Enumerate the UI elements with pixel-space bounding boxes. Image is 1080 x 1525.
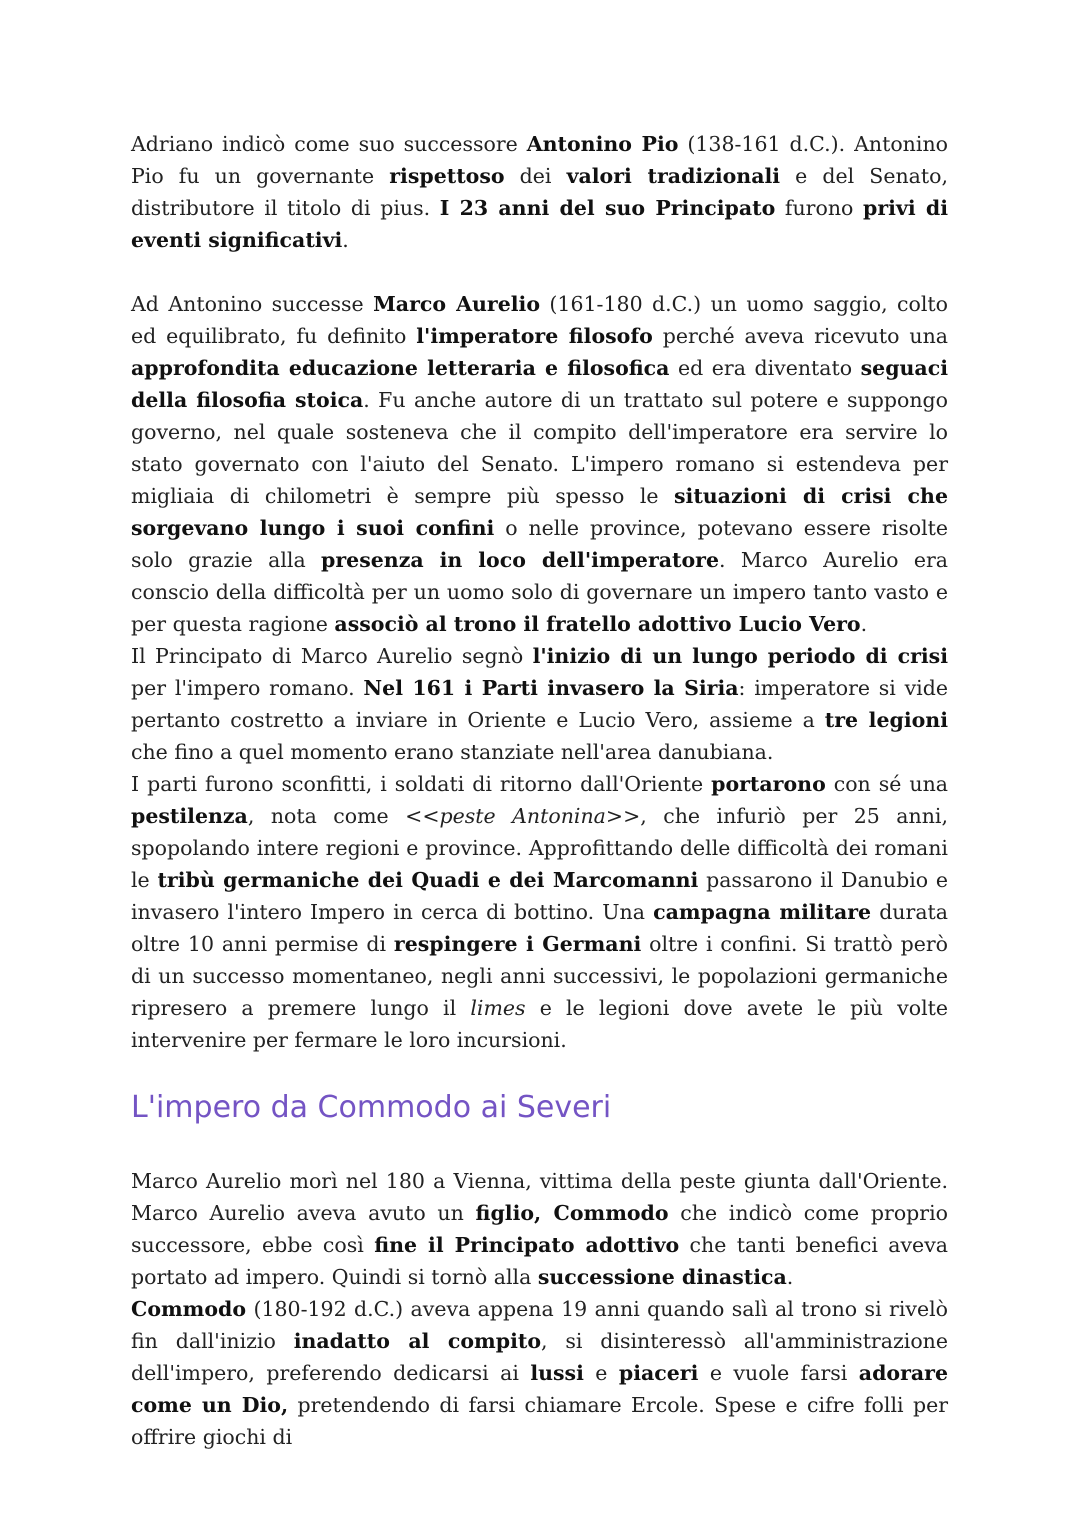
- text-run: e del Senato, distributore il titolo di pius.: [131, 164, 948, 220]
- bold-text: situazioni di crisi che sorgevano lungo i suoi confini: [131, 484, 948, 540]
- bold-text: Commodo: [131, 1297, 247, 1321]
- text-run: ed era diventato: [669, 356, 861, 380]
- bold-text: rispettoso: [389, 164, 505, 188]
- text-run: dei: [504, 164, 567, 188]
- text-run: Adriano indicò come suo successore: [131, 132, 527, 156]
- text-run: : imperatore si vide pertanto costretto a inviare in Oriente e Lucio Vero, assieme a: [131, 676, 948, 732]
- bold-text: tribù germaniche dei Quadi e dei Marcomanni: [157, 868, 699, 892]
- text-run: , si disinteressò all'amministrazione dell'impero, preferendo dedicarsi ai: [131, 1329, 948, 1385]
- text-run: che tanti benefici aveva portato ad impero. Quindi si tornò alla: [131, 1233, 948, 1289]
- text-run: per l'impero romano.: [131, 676, 364, 700]
- text-run: (161-180 d.C.) un uomo saggio, colto ed equilibrato, fu definito: [131, 292, 948, 348]
- text-run: .: [786, 1265, 794, 1289]
- bold-text: Marco Aurelio: [373, 292, 540, 316]
- bold-text: lussi: [530, 1361, 584, 1385]
- text-run: perché aveva ricevuto una: [652, 324, 948, 348]
- text-run: durata oltre 10 anni permise di: [131, 900, 948, 956]
- text-run: . Fu anche autore di un trattato sul potere e suppongo governo, nel quale sosteneva che il compito dell'imperatore era servire lo stato governato con l'aiuto del Senato. L'impero romano si estendeva per migliaia di chilometri è sempre più spesso le: [131, 388, 948, 508]
- text-run: e: [583, 1361, 619, 1385]
- paragraph-principato-crisi: [131, 640, 948, 768]
- paragraph-peste-antonina: [131, 768, 948, 1056]
- text-run: , nota come <<: [247, 804, 440, 828]
- paragraph-marco-aurelio: [131, 288, 948, 640]
- text-run: e vuole farsi: [698, 1361, 859, 1385]
- text-run: Marco Aurelio morì nel 180 a Vienna, vittima della peste giunta dall'Oriente. Marco Aurelio aveva avuto un: [131, 1169, 948, 1225]
- bold-text: successione dinastica: [537, 1265, 787, 1289]
- text-run: e le legioni dove avete le più volte intervenire per fermare le loro incursioni.: [131, 996, 949, 1052]
- text-run: (180-192 d.C.) aveva appena 19 anni quando salì al trono si rivelò fin dall'inizio: [131, 1297, 948, 1353]
- bold-text: respingere i Germani: [393, 932, 642, 956]
- bold-text: Nel 161 i Parti invasero la Siria: [363, 676, 739, 700]
- bold-text: presenza in loco dell'imperatore: [321, 548, 720, 572]
- text-run: (138-161 d.C.). Antonino Pio fu un governante: [131, 132, 948, 188]
- text-run: Il Principato di Marco Aurelio segnò: [131, 644, 533, 668]
- italic-text: limes: [470, 996, 526, 1020]
- bold-text: fine il Principato adottivo: [374, 1233, 680, 1257]
- bold-text: seguaci della filosofia stoica: [131, 356, 948, 412]
- text-run: con sé una: [825, 772, 948, 796]
- document-page: [131, 128, 948, 1453]
- bold-text: inadatto al compito: [293, 1329, 542, 1353]
- bold-text: l'inizio di un lungo periodo di crisi: [532, 644, 948, 668]
- bold-text: portarono: [711, 772, 826, 796]
- bold-text: l'imperatore filosofo: [416, 324, 653, 348]
- text-run: passarono il Danubio e invasero l'intero Impero in cerca di bottino. Una: [131, 868, 948, 924]
- text-run: che indicò come proprio successore, ebbe così: [131, 1201, 948, 1257]
- text-run: >>, che infuriò per 25 anni, spopolando intere regioni e province. Approfittando delle difficoltà dei romani le: [131, 804, 949, 892]
- bold-text: pestilenza: [131, 804, 248, 828]
- bold-text: Antonino Pio: [526, 132, 679, 156]
- text-run: oltre i confini. Si trattò però di un successo momentaneo, negli anni successivi, le popolazioni germaniche ripresero a premere lungo il: [131, 932, 948, 1020]
- paragraph-gap: [131, 256, 948, 288]
- bold-text: associò al trono il fratello adottivo Lucio Vero: [334, 612, 861, 636]
- bold-text: valori tradizionali: [566, 164, 781, 188]
- bold-text: I 23 anni del suo Principato: [439, 196, 776, 220]
- paragraph-morte-marco-aurelio: [131, 1165, 948, 1293]
- text-run: che fino a quel momento erano stanziate nell'area danubiana.: [131, 740, 774, 764]
- text-run: .: [860, 612, 868, 636]
- bold-text: figlio, Commodo: [475, 1201, 669, 1225]
- bold-text: tre legioni: [824, 708, 948, 732]
- bold-text: adorare come un Dio,: [131, 1361, 948, 1417]
- text-run: pretendendo di farsi chiamare Ercole. Spese e cifre folli per offrire giochi di: [131, 1393, 948, 1449]
- bold-text: campagna militare: [653, 900, 872, 924]
- paragraph-commodo: [131, 1293, 948, 1453]
- section-heading: L'impero da Commodo ai Severi: [131, 1090, 612, 1125]
- italic-text: peste Antonina: [439, 804, 606, 828]
- text-run: I parti furono sconfitti, i soldati di ritorno dall'Oriente: [131, 772, 712, 796]
- paragraph-antonino-pio: [131, 128, 948, 256]
- text-run: .: [342, 228, 349, 252]
- bold-text: approfondita educazione letteraria e filosofica: [131, 356, 670, 380]
- text-run: furono: [775, 196, 864, 220]
- text-run: o nelle province, potevano essere risolte solo grazie alla: [131, 516, 948, 572]
- bold-text: privi di eventi significativi: [131, 196, 949, 252]
- text-run: Ad Antonino successe: [131, 292, 374, 316]
- text-run: . Marco Aurelio era conscio della difficoltà per un uomo solo di governare un impero tanto vasto e per questa ragione: [131, 548, 949, 636]
- bold-text: piaceri: [618, 1361, 699, 1385]
